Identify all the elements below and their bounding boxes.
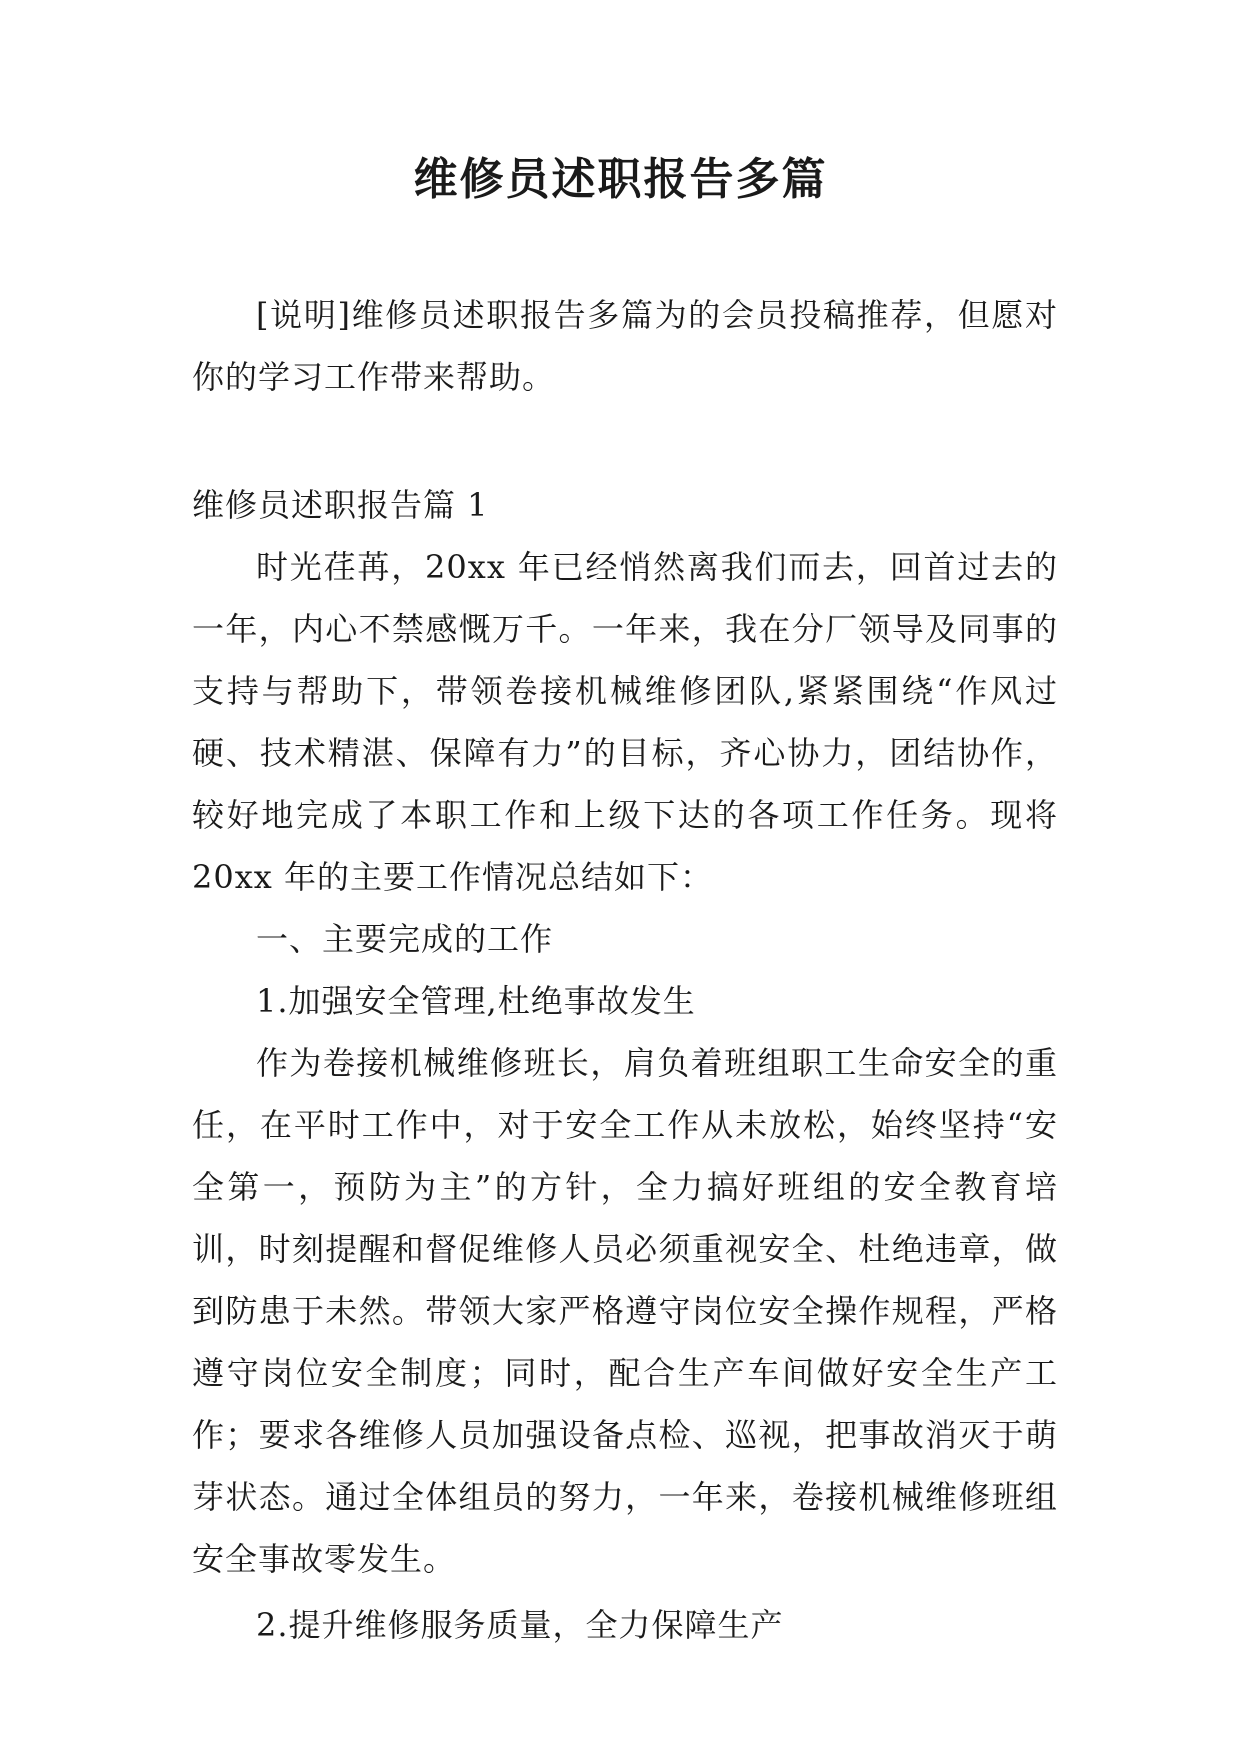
item-heading: 1.加强安全管理,杜绝事故发生 bbox=[256, 982, 696, 1020]
document-title: 维修员述职报告多篇 bbox=[413, 154, 828, 205]
subsection-heading: 一、主要完成的工作 bbox=[256, 920, 554, 958]
body-paragraph: 作为卷接机械维修班长，肩负着班组职工生命安全的重任，在平时工作中，对于安全工作从未放松，始终坚持“安全第一，预防为主”的方针，全力搞好班组的安全教育培训，时刻提醒和督促维修人员必须重视安全、杜绝违章，做到防患于未然。带领大家严格遵守岗位安全操作规程，严格遵守岗位安全制度；同时，配合生产车间做好安全生产工作；要求各维修人员加强设备点检、巡视，把事故消灭于萌芽状态。通过全体组员的努力，一年来，卷接机械维修班组安全事故零发生。 bbox=[192, 1044, 1058, 1578]
section-heading: 维修员述职报告篇 1 bbox=[192, 486, 489, 524]
document-body bbox=[192, 284, 1058, 1656]
item-heading: 2.提升维修服务质量，全力保障生产 bbox=[256, 1606, 784, 1644]
intro-paragraph: [说明]维修员述职报告多篇为的会员投稿推荐，但愿对你的学习工作带来帮助。 bbox=[192, 296, 1058, 396]
body-paragraph: 时光荏苒，20xx 年已经悄然离我们而去，回首过去的一年，内心不禁感慨万千。一年来，我在分厂领导及同事的支持与帮助下，带领卷接机械维修团队,紧紧围绕“作风过硬、技术精湛、保障有力”的目标，齐心协力，团结协作，较好地完成了本职工作和上级下达的各项工作任务。现将 20xx 年的主要工作情况总结如下： bbox=[192, 548, 1058, 896]
